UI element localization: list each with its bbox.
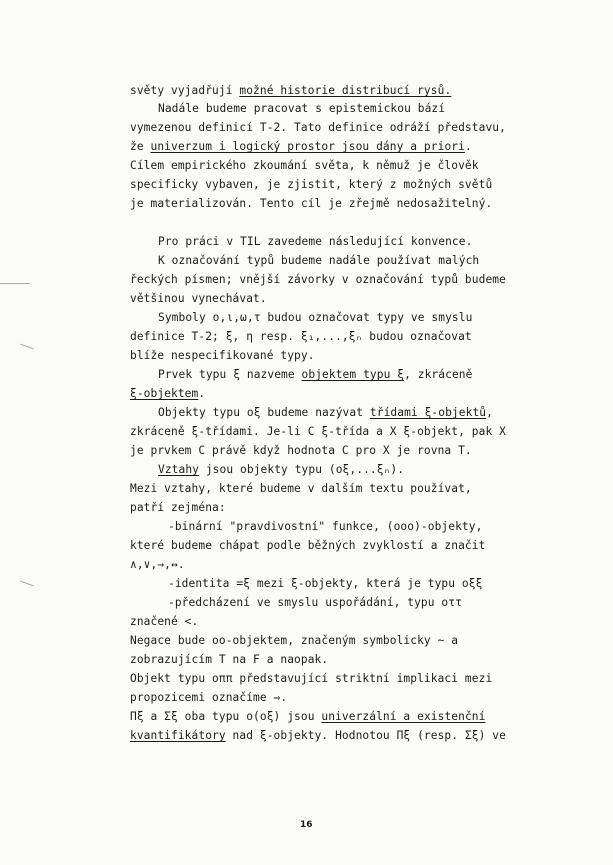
text-line	[130, 84, 451, 98]
text-run: že	[130, 140, 151, 153]
text-line	[158, 311, 472, 325]
text-run: Nadále budeme pracovat s epistemickou bází	[158, 102, 446, 115]
text-line	[158, 254, 479, 268]
text-line	[130, 140, 472, 154]
text-run: Prvek typu ξ nazveme	[158, 368, 302, 381]
underlined-term: objektem typu ξ	[301, 368, 405, 381]
text-run: -binární "pravdivostní" funkce, (οοο)-objekty,	[168, 520, 483, 533]
text-line	[130, 273, 506, 287]
text-line	[130, 330, 472, 344]
text-run: které budeme chápat podle běžných zvyklostí a značit	[130, 539, 486, 552]
text-line	[130, 387, 205, 401]
text-line	[130, 444, 472, 458]
text-line	[130, 539, 485, 553]
text-run: .	[198, 387, 206, 400]
text-run: Pro práci v TIL zavedeme následující konvence.	[158, 235, 473, 248]
text-line	[130, 197, 492, 211]
text-run: zkráceně ξ-třídami. Je-li C ξ-třída a X ξ-objekt, pak X	[130, 425, 506, 438]
text-run: Objekty typu οξ budeme nazývat	[158, 406, 370, 419]
text-line	[158, 406, 493, 420]
text-run: Negace bude οο-objektem, značeným symbolicky ~ a	[130, 634, 459, 647]
text-line	[130, 558, 185, 572]
text-line	[130, 178, 492, 192]
text-run: , zkráceně	[404, 368, 473, 381]
text-run: ∧,∨,→,↔.	[130, 558, 185, 571]
text-run: světy vyjadřují	[130, 84, 240, 97]
text-run: K označování typů budeme nadále používat malých	[158, 254, 480, 267]
text-line	[130, 349, 315, 363]
text-line	[130, 729, 506, 743]
text-line	[158, 235, 472, 249]
text-run: Mezi vztahy, které budeme v dalším textu používat,	[130, 482, 472, 495]
scan-mark	[0, 283, 30, 284]
underlined-term: univerzální a existenční	[321, 710, 486, 723]
underlined-term: Vztahy	[158, 463, 200, 476]
text-run: řeckých písmen; vnější závorky v označování typů budeme	[130, 273, 506, 286]
text-line	[130, 634, 458, 648]
text-line	[168, 520, 482, 534]
underlined-term: ξ-objektem	[130, 387, 199, 400]
text-run: je prvkem C právě když hodnota C pro X je rovna T.	[130, 444, 472, 457]
text-line	[168, 577, 482, 591]
text-run: je materializován. Tento cíl je zřejmě nedosažitelný.	[130, 197, 493, 210]
text-run: propozicemi označíme ⇒.	[130, 691, 288, 704]
text-line	[130, 501, 226, 515]
underlined-term: třídami ξ-objektů	[369, 406, 487, 419]
text-line	[130, 710, 485, 724]
text-run: Objekt typu οππ představující striktní implikaci mezi	[130, 672, 493, 685]
text-line	[130, 691, 287, 705]
text-run: nad ξ-objekty. Hodnotou Πξ (resp. Σξ) ve	[225, 729, 506, 742]
text-line	[158, 102, 445, 116]
text-run: patří zejména:	[130, 501, 226, 514]
text-line	[130, 292, 267, 306]
scan-mark	[20, 344, 33, 350]
text-run: specificky vybaven, je zjistit, který z možných světů	[130, 178, 493, 191]
text-run: jsou objekty typu (οξ,...ξₙ).	[199, 463, 405, 476]
text-line	[130, 672, 492, 686]
text-line	[130, 653, 328, 667]
page-number: 16	[300, 820, 313, 830]
text-run: definice T-2; ξ, η resp. ξ₁,...,ξₙ budou označovat	[130, 330, 472, 343]
text-run: většinou vynechávat.	[130, 292, 267, 305]
text-run: blíže nespecifikované typy.	[130, 349, 315, 362]
text-run: ,	[486, 406, 493, 419]
text-line	[130, 615, 198, 629]
text-run: vymezenou definicí T-2. Tato definice odráží představu,	[130, 121, 506, 134]
text-run: značené <.	[130, 615, 199, 628]
text-run: -identita =ξ mezi ξ-objekty, která je typu οξξ	[168, 577, 483, 590]
text-line	[158, 463, 404, 477]
text-line	[130, 121, 506, 135]
text-line	[130, 425, 506, 439]
text-line	[168, 596, 462, 610]
text-line	[158, 368, 472, 382]
underlined-term: univerzum i logický prostor jsou dány a priori	[150, 140, 465, 153]
text-run: -předcházení ve smyslu uspořádání, typu οττ	[168, 596, 462, 609]
text-run: zobrazujícím T na F a naopak.	[130, 653, 329, 666]
scan-mark	[20, 581, 33, 587]
text-line	[130, 482, 472, 496]
text-run: .	[464, 140, 472, 153]
underlined-term: možné historie distribucí rysů.	[239, 84, 452, 97]
text-run: Πξ a Σξ oba typu ο(οξ) jsou	[130, 710, 322, 723]
text-run: Symboly ο,ι,ω,τ budou označovat typy ve smyslu	[158, 311, 473, 324]
text-line	[130, 159, 479, 173]
text-run: Cílem empirického zkoumání světa, k němuž je člověk	[130, 159, 479, 172]
underlined-term: kvantifikátory	[130, 729, 226, 742]
